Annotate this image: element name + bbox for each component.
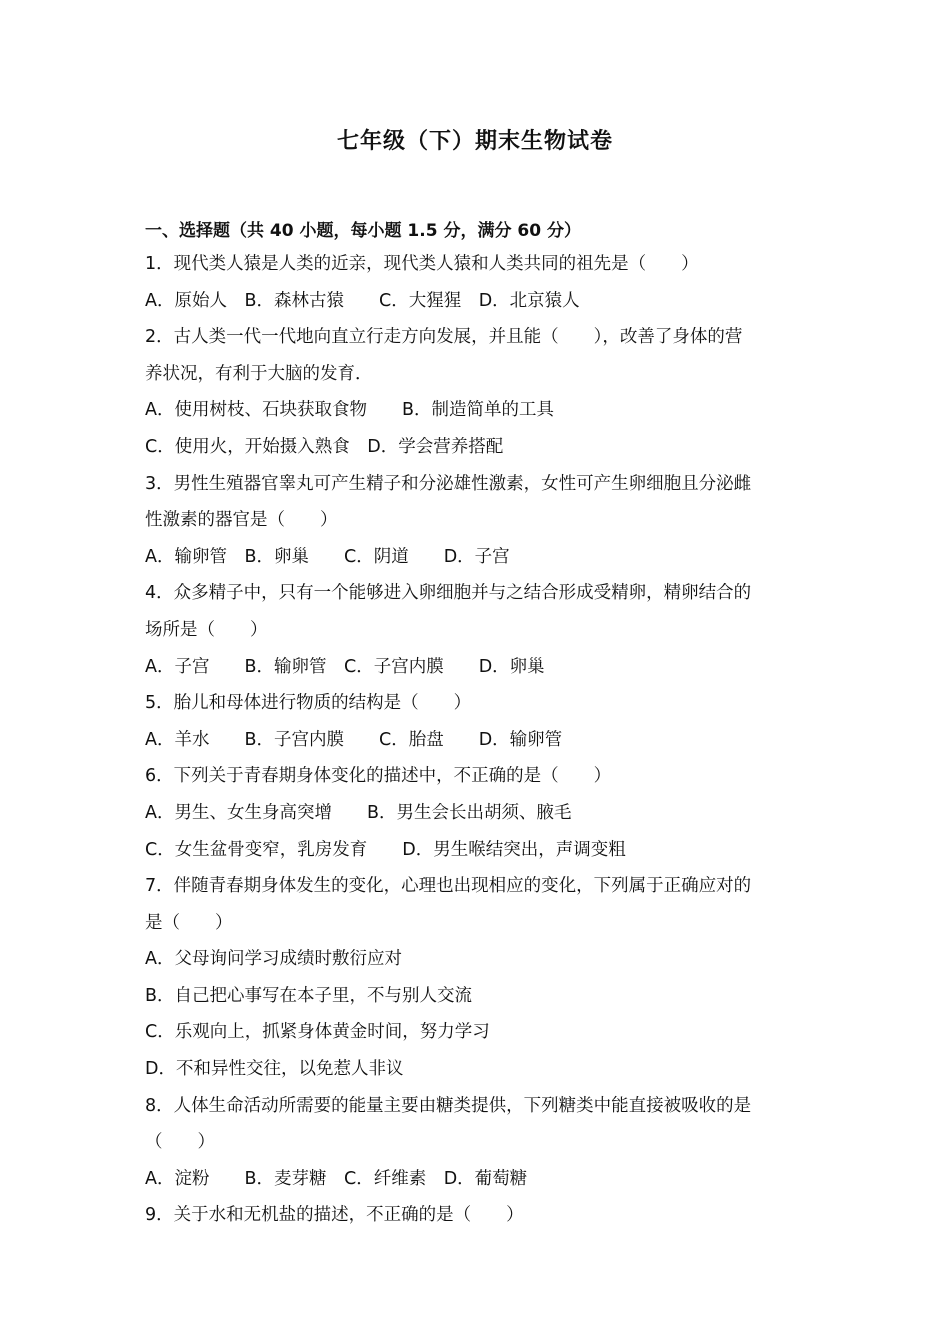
- question-line: 4．众多精子中，只有一个能够进入卵细胞并与之结合形成受精卵，精卵结合的: [145, 583, 752, 604]
- question-line: 7．伴随青春期身体发生的变化，心理也出现相应的变化，下列属于正确应对的: [145, 876, 752, 897]
- answer-options: C．女生盆骨变窄，乳房发育 D．男生喉结突出，声调变粗: [145, 839, 626, 860]
- question-line: 场所是（ ）: [145, 619, 268, 640]
- section-heading: 一、选择题（共 40 小题，每小题 1.5 分，满分 60 分）: [145, 221, 581, 241]
- question-line: 是（ ）: [145, 912, 233, 933]
- answer-options: A．输卵管 B．卵巢 C．阴道 D．子宫: [145, 546, 510, 567]
- question-line: 6．下列关于青春期身体变化的描述中，不正确的是（ ）: [145, 766, 612, 787]
- answer-options: A．淀粉 B．麦芽糖 C．纤维素 D．葡萄糖: [145, 1168, 528, 1189]
- answer-options: A．羊水 B．子宫内膜 C．胎盘 D．输卵管: [145, 729, 563, 750]
- question-line: （ ）: [145, 1132, 215, 1153]
- question-line: 5．胎儿和母体进行物质的结构是（ ）: [145, 693, 472, 714]
- question-line: 8．人体生命活动所需要的能量主要由糖类提供，下列糖类中能直接被吸收的是: [145, 1095, 752, 1116]
- answer-options: D．不和异性交往，以免惹人非议: [145, 1059, 404, 1080]
- answer-options: A．原始人 B．森林古猿 C．大猩猩 D．北京猿人: [145, 290, 580, 311]
- answer-options: C．乐观向上，抓紧身体黄金时间，努力学习: [145, 1022, 490, 1043]
- page-title: 七年级（下）期末生物试卷: [336, 129, 613, 154]
- question-list: [145, 251, 815, 1239]
- answer-options: A．男生、女生身高突增 B．男生会长出胡须、腋毛: [145, 802, 572, 823]
- question-line: 3．男性生殖器官睾丸可产生精子和分泌雄性激素，女性可产生卵细胞且分泌雌: [145, 473, 752, 494]
- question-line: 1．现代类人猿是人类的近亲，现代类人猿和人类共同的祖先是（ ）: [145, 254, 699, 274]
- answer-options: A．父母询问学习成绩时敷衍应对: [145, 949, 402, 970]
- question-line: 9．关于水和无机盐的描述，不正确的是（ ）: [145, 1205, 524, 1226]
- answer-options: B．自己把心事写在本子里，不与别人交流: [145, 985, 473, 1006]
- answer-options: A．子宫 B．输卵管 C．子宫内膜 D．卵巢: [145, 656, 545, 677]
- question-line: 养状况，有利于大脑的发育．: [145, 363, 373, 384]
- answer-options: A．使用树枝、石块获取食物 B．制造简单的工具: [145, 400, 554, 421]
- question-line: 性激素的器官是（ ）: [145, 510, 338, 531]
- answer-options: C．使用火，开始摄入熟食 D．学会营养搭配: [145, 436, 504, 457]
- question-line: 2．古人类一代一代地向直立行走方向发展，并且能（ ），改善了身体的营: [145, 327, 743, 348]
